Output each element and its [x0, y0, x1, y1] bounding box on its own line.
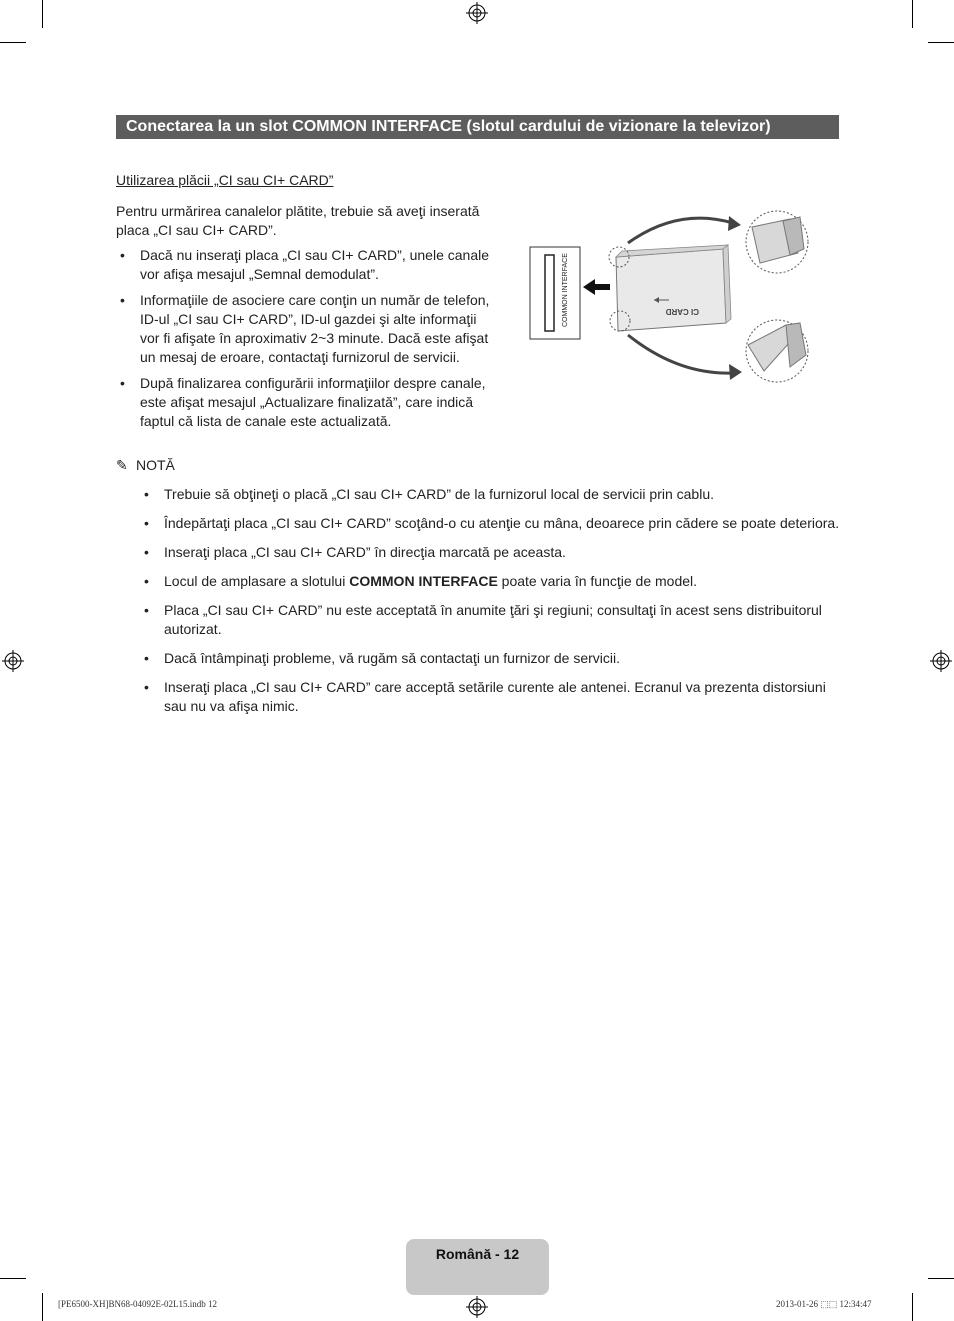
- slot-label: COMMON INTERFACE: [562, 253, 569, 327]
- list-item: • Inseraţi placa „CI sau CI+ CARD” care acceptă setările curente ale antenei. Ecranul va prezenta distorsiuni sau nu va afişa nimic.: [140, 678, 840, 716]
- list-item: • Îndepărtaţi placa „CI sau CI+ CARD” scoţând-o cu atenţie cu mâna, deoarece prin cădere se poate deteriora.: [140, 514, 840, 533]
- print-file-info: [PE6500-XH]BN68-04092E-02L15.indb 12: [58, 1299, 217, 1309]
- subheading: Utilizarea plăcii „CI sau CI+ CARD”: [116, 172, 334, 188]
- crop-mark: [0, 42, 26, 43]
- registration-mark-icon: [930, 650, 952, 672]
- crop-mark: [912, 0, 913, 28]
- crop-mark: [912, 1293, 913, 1321]
- section-title: Conectarea la un slot COMMON INTERFACE (slotul cardului de vizionare la televizor): [116, 115, 839, 139]
- crop-mark: [928, 1278, 954, 1279]
- registration-mark-icon: [466, 1296, 488, 1318]
- crop-mark: [928, 42, 954, 43]
- pencil-note-icon: ✎: [116, 457, 128, 473]
- page-number-tab: [406, 1239, 549, 1295]
- intro-paragraph: Pentru urmărirea canalelor plătite, trebuie să aveţi inserată placa „CI sau CI+ CARD”.: [116, 203, 480, 238]
- list-item: • Locul de amplasare a slotului COMMON INTERFACE poate varia în funcţie de model.: [140, 572, 840, 591]
- list-item: • Inseraţi placa „CI sau CI+ CARD” în direcţia marcată pe aceasta.: [140, 543, 840, 562]
- common-interface-emphasis: COMMON INTERFACE: [349, 573, 498, 589]
- list-item: • Placa „CI sau CI+ CARD” nu este acceptată în anumite ţări şi regiuni; consultaţi în acest sens distribuitorul autorizat.: [140, 601, 840, 639]
- crop-mark: [42, 1293, 43, 1321]
- page-number: Română - 12: [435, 1246, 520, 1262]
- note-list: [140, 485, 840, 716]
- list-item: • Trebuie să obţineţi o placă „CI sau CI+ CARD” de la furnizorul local de servicii prin cablu.: [140, 485, 840, 504]
- list-item: • Dacă nu inseraţi placa „CI sau CI+ CARD”, unele canale vor afişa mesajul „Semnal demodulat”.: [116, 246, 496, 284]
- list-item: • Dacă întâmpinaţi probleme, vă rugăm să contactaţi un furnizor de servicii.: [140, 649, 840, 668]
- list-item: • După finalizarea configurării informaţiilor despre canale, este afişat mesajul „Actualizare finalizată”, care indică faptul că lista de canale este actualizată.: [116, 374, 496, 431]
- card-label: CI CARD: [665, 307, 699, 316]
- note-heading: [116, 456, 175, 475]
- registration-mark-icon: [466, 2, 488, 24]
- print-date-info: 2013-01-26 ⬚⬚ 12:34:47: [776, 1299, 872, 1309]
- ci-card-illustration: [528, 205, 813, 390]
- registration-mark-icon: [2, 650, 24, 672]
- bullet-list: [116, 246, 496, 431]
- crop-mark: [42, 0, 43, 28]
- note-label: NOTĂ: [136, 457, 175, 473]
- list-item: • Informaţiile de asociere care conţin un număr de telefon, ID-ul „CI sau CI+ CARD”, ID-ul gazdei şi alte informaţii vor fi afişate în aproximativ 2~3 minute. Dacă este afişat un mesaj de eroare, contactaţi furnizorul de servicii.: [116, 291, 496, 367]
- crop-mark: [0, 1278, 26, 1279]
